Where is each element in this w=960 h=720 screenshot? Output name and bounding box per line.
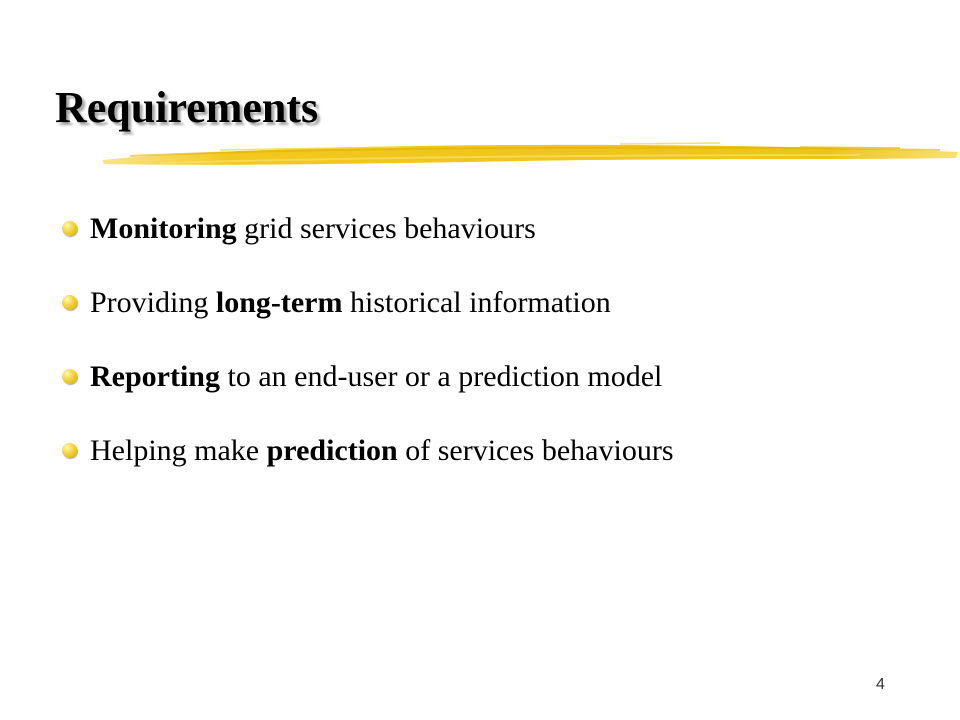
bullet-dot-icon [62, 221, 77, 236]
bullet-text: Providing long-term historical information [90, 286, 611, 319]
bullet-dot-icon [62, 443, 77, 458]
bullet-text: Helping make prediction of services behaviours [90, 434, 674, 467]
bullet-text: Monitoring grid services behaviours [90, 212, 536, 245]
bullet-dot-icon [62, 369, 77, 384]
page-number: 4 [876, 676, 885, 693]
title-underline-brush-stroke [100, 136, 960, 176]
slide-title: Requirements [55, 83, 319, 132]
bullet-text: Reporting to an end-user or a prediction model [90, 360, 663, 393]
bullet-dot-icon [62, 295, 77, 310]
